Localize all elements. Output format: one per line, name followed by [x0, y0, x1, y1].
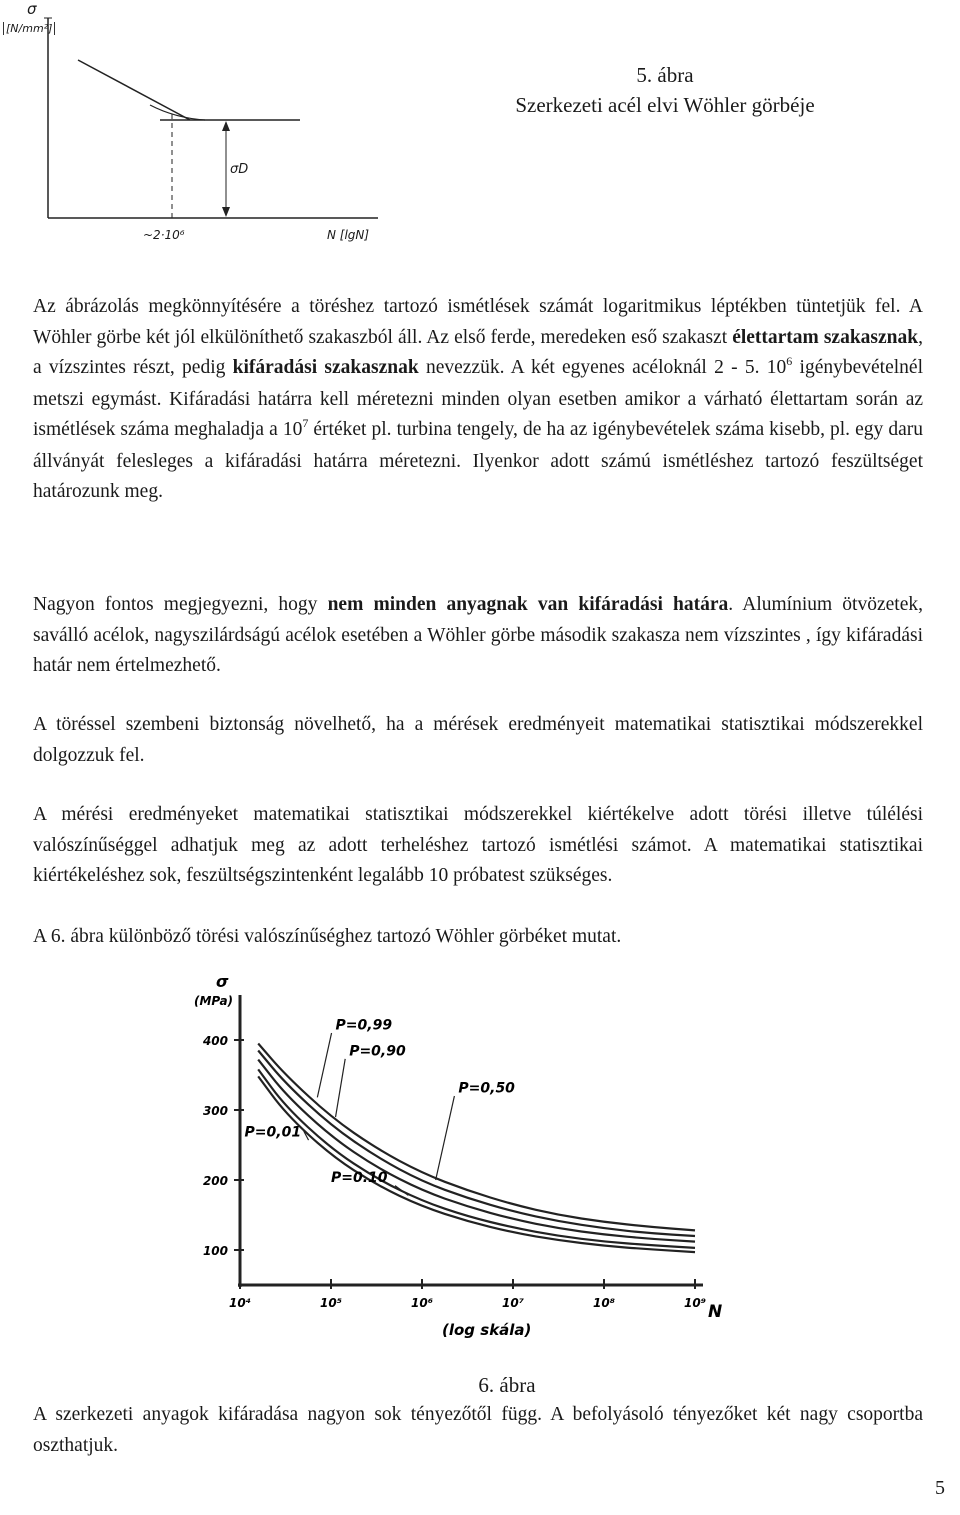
page-number: 5 [935, 1477, 945, 1499]
p1-bold-lifetime: élettartam szakasznak [732, 326, 919, 348]
fig6-x-tick-label: 10⁸ [593, 1296, 615, 1310]
figure-6-caption: 6. ábra [478, 1373, 536, 1397]
p1-text-2: , a vízszintes részt, pedig [33, 326, 923, 378]
fig5-sigma-d-label: σD [230, 162, 249, 177]
fig6-y-tick-label: 400 [202, 1034, 228, 1048]
fig6-label-leader [436, 1096, 455, 1180]
fig6-label-leader [336, 1059, 346, 1117]
fig6-x-tick-label: 10⁴ [229, 1296, 251, 1310]
p1-sup-2: 7 [302, 416, 309, 430]
paragraph-6: A szerkezeti anyagok kifáradása nagyon sok tényezőtől függ. A befolyásoló tényezőket két nagy csoportba oszthatjuk. [33, 1404, 923, 1456]
fig6-x-tick-label: 10⁷ [502, 1296, 524, 1310]
p1-text-3: nevezzük. A két egyenes acéloknál 2 - 5. 10 [418, 357, 787, 378]
fig6-y-unit: (MPa) [194, 994, 234, 1008]
p1-text-1: Az ábrázolás megkönnyítésére a töréshez tartozó ismétlések számát logaritmikus léptékben tüntetjük fel. A Wöhler görbe két jól elkülöníthető szakaszból áll. Az első ferde, meredeken eső szakaszt [33, 296, 923, 348]
fig5-arrow-bottom [222, 207, 230, 217]
fig6-label-leader [317, 1033, 331, 1097]
fig5-arrow-top [222, 121, 230, 131]
fig6-x-tick-label: 10⁶ [411, 1296, 433, 1310]
fig6-x-tick-label: 10⁹ [684, 1296, 706, 1310]
fig5-y-axis-label: σ [27, 0, 37, 18]
fig6-series-label: P=0,90 [349, 1043, 406, 1060]
fig5-y-unit-label: [N/mm²] [3, 22, 55, 35]
figure-5-caption-title: Szerkezeti acél elvi Wöhler görbéje [515, 93, 815, 117]
fig6-series-label: P=0.10 [331, 1170, 388, 1187]
p1-text-5: értéket pl. turbina tengely, de ha az igénybevételek száma kisebb, pl. egy daru állványát felesleges a kifáradási határra méretezni. Ilyenkor adott számú ismétléshez tartozó feszültséget határozunk meg. [33, 419, 923, 502]
p2-text-1: Nagyon fontos megjegyezni, hogy [33, 594, 328, 615]
fig6-y-tick-label: 300 [202, 1104, 228, 1118]
paragraph-2 [33, 590, 923, 682]
fig6-y-tick-label: 100 [202, 1244, 228, 1258]
fig6-y-axis-symbol: σ [216, 972, 229, 991]
fig6-x-axis-symbol: N [708, 1302, 723, 1322]
fig5-x-axis-label: N [lgN] [327, 228, 370, 242]
fig5-life-segment [78, 60, 190, 120]
figure-5-caption-number: 5. ábra [636, 63, 694, 87]
fig5-x-mark-label: ~2·10⁶ [143, 228, 185, 242]
paragraph-4: A mérési eredményeket matematikai statisztikai módszerekkel kiértékelve adott törési illetve túlélési valószínűséggel adhatjuk meg az adott terheléshez tartozó ismétlési számot. A matematikai statisztikai kiértékeléshez sok, feszültségszintenként legalább 10 próbatest szükséges. [33, 804, 923, 886]
fig6-curve-p-0-99 [258, 1044, 695, 1231]
p1-bold-fatigue: kifáradási szakasznak [232, 357, 419, 378]
paragraph-5: A 6. ábra különböző törési valószínűséghez tartozó Wöhler görbéket mutat. [33, 926, 622, 947]
fig6-series-label: P=0,01 [244, 1124, 302, 1141]
p1-sup-1: 6 [786, 354, 793, 368]
figure-6-chart [180, 965, 740, 1355]
fig6-x-scale-note: (log skála) [442, 1321, 532, 1339]
paragraph-1 [33, 292, 923, 508]
p2-text-2: . Alumínium ötvözetek, saválló acélok, nagyszilárdságú acélok esetében a Wöhler görbe második szakasza nem vízszintes , így kifáradási határ nem értelmezhető. [33, 594, 923, 676]
fig6-x-tick-label: 10⁵ [320, 1296, 342, 1310]
p1-text-4: igénybevételnél metszi egymást. Kifáradási határra kell méretezni minden olyan esetben amikor a várható élettartam során az ismétlések száma meghaladja a 10 [33, 357, 923, 440]
fig6-y-tick-label: 200 [202, 1174, 228, 1188]
fig6-series-label: P=0,50 [458, 1080, 515, 1097]
fig6-series-label: P=0,99 [335, 1017, 393, 1034]
p2-bold: nem minden anyagnak van kifáradási határa [327, 594, 729, 615]
paragraph-3: A töréssel szembeni biztonság növelhető, ha a mérések eredményeit matematikai statisztikai módszerekkel dolgozzuk fel. [33, 714, 923, 766]
